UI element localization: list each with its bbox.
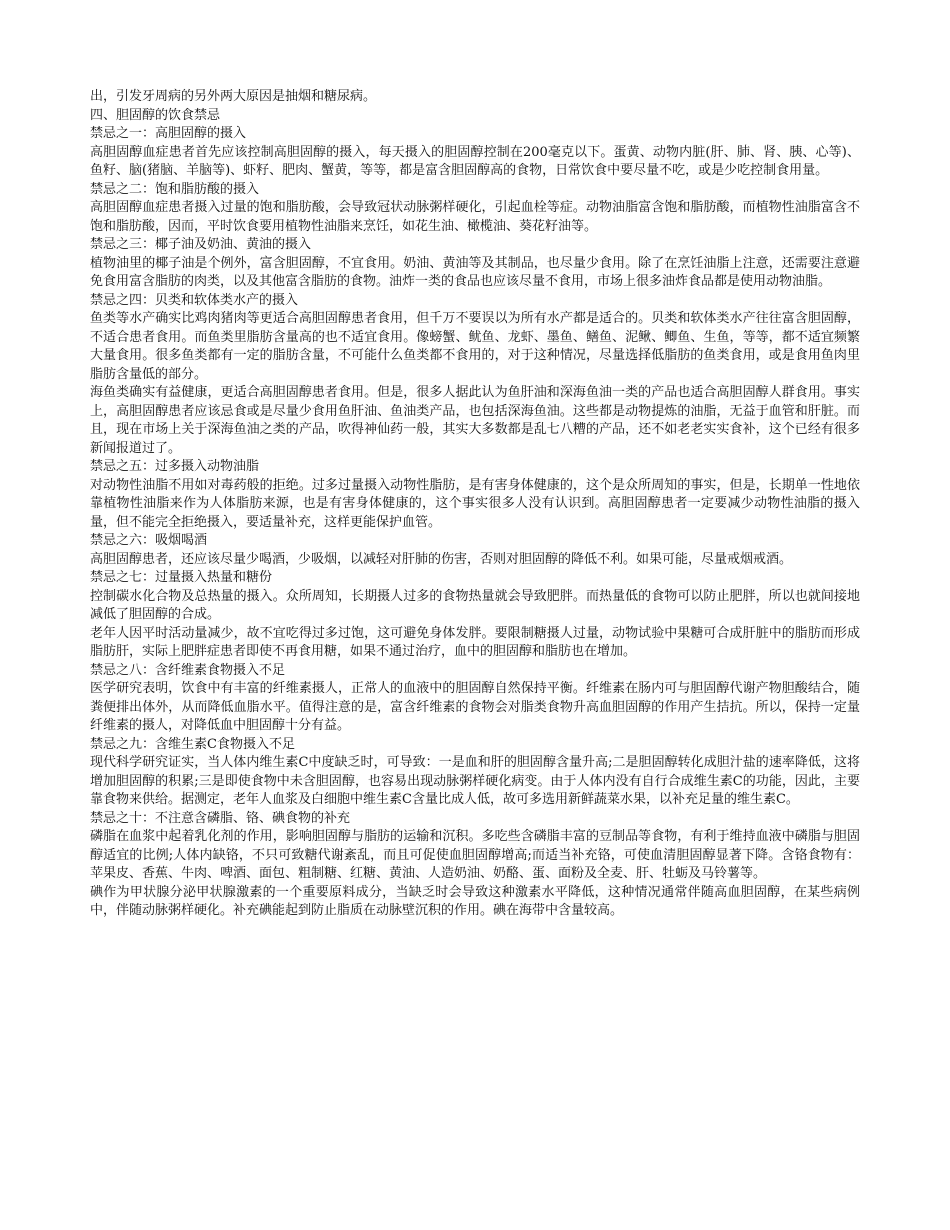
- taboo-body-6: 高胆固醇患者，还应该尽量少喝酒，少吸烟，以减轻对肝肺的伤害，否则对胆固醇的降低不利。如果可能，尽量戒烟戒酒。: [90, 551, 793, 567]
- taboo-body-1: 高胆固醇血症患者首先应该控制高胆固醇的摄入，每天摄入的胆固醇控制在200毫克以下。蛋黄、动物内脏(肝、肺、肾、胰、心等)、鱼籽、脑(猪脑、羊脑等)、虾籽、肥肉、蟹黄，等等，都是富含胆固醇高的食物，日常饮食中要尽量不吃，或是少吃控制食用量。: [90, 144, 860, 178]
- taboo-body-3: 植物油里的椰子油是个例外，富含胆固醇，不宜食用。奶油、黄油等及其制品，也尽量少食用。除了在烹饪油脂上注意，还需要注意避免食用富含脂肪的肉类，以及其他富含脂肪的食物。油炸一类的食品也应该尽量不食用，市场上很多油炸食品都是使用动物油脂。: [90, 255, 860, 289]
- taboo-heading-7: 禁忌之七：过量摄入热量和糖份: [90, 570, 273, 585]
- taboo-heading-9: 禁忌之九：含维生素C食物摄入不足: [90, 736, 295, 752]
- taboo-heading-3: 禁忌之三：椰子油及奶油、黄油的摄入: [90, 237, 312, 252]
- document-body: [90, 88, 860, 921]
- taboo-body-4b: 海鱼类确实有益健康，更适合高胆固醇患者食用。但是，很多人据此认为鱼肝油和深海鱼油一类的产品也适合高胆固醇人群食用。事实上，高胆固醇患者应该忌食或是尽量少食用鱼肝油、鱼油类产品，也包括深海鱼油。这些都是动物提炼的油脂，无益于血管和肝脏。而且，现在市场上关于深海鱼油之类的产品，吹得神仙药一般，其实大多数都是乱七八糟的产品，还不如老老实实食补，这个已经有很多新闻报道过了。: [90, 385, 860, 456]
- taboo-body-10b: 碘作为甲状腺分泌甲状腺激素的一个重要原料成分，当缺乏时会导致这种激素水平降低，这种情况通常伴随高血胆固醇，在某些病例中，伴随动脉粥样硬化。补充碘能起到防止脂质在动脉壁沉积的作用。碘在海带中含量较高。: [90, 884, 860, 918]
- taboo-body-10a: 磷脂在血浆中起着乳化剂的作用，影响胆固醇与脂肪的运输和沉积。多吃些含磷脂丰富的豆制品等食物，有利于维持血液中磷脂与胆固醇适宜的比例;人体内缺铬，不只可致糖代谢紊乱，而且可促使血胆固醇增高;而适当补充铬，可使血清胆固醇显著下降。含铬食物有：苹果皮、香蕉、牛肉、啤酒、面包、粗制糖、红糖、黄油、人造奶油、奶酪、蛋、面粉及全麦、肝、牡蛎及马铃薯等。: [90, 829, 860, 881]
- taboo-heading-10: 禁忌之十：不注意含磷脂、铬、碘食物的补充: [90, 810, 351, 826]
- paragraph-continuation: 出，引发牙周病的另外两大原因是抽烟和糖尿病。: [90, 89, 377, 104]
- taboo-body-4a: 鱼类等水产确实比鸡肉猪肉等更适合高胆固醇患者食用，但千万不要误以为所有水产都是适合的。贝类和软体类水产往往富含胆固醇，不适合患者食用。而鱼类里脂肪含量高的也不适宜食用。像螃蟹、鱿鱼、龙虾、墨鱼、鳝鱼、泥鳅、鲫鱼、生鱼，等等，都不适宜频繁大量食用。很多鱼类都有一定的脂肪含量，不可能什么鱼类都不食用的，对于这种情况，尽量选择低脂肪的鱼类食用，或是食用鱼肉里脂肪含量低的部分。: [90, 311, 860, 382]
- taboo-heading-6: 禁忌之六：吸烟喝酒: [90, 533, 208, 548]
- taboo-body-9: 现代科学研究证实，当人体内维生素C中度缺乏时，可导致：一是血和肝的胆固醇含量升高;二是胆固醇转化成胆汁盐的速率降低，这将增加胆固醇的积累;三是即使食物中未含胆固醇，也容易出现动脉粥样硬化病变。由于人体内没有自行合成维生素C的功能，因此，主要靠食物来供给。据测定，老年人血浆及白细胞中维生素C含量比成人低，故可多选用新鲜蔬菜水果，以补充足量的维生素C。: [90, 755, 860, 807]
- taboo-body-2: 高胆固醇血症患者摄入过量的饱和脂肪酸，会导致冠状动脉粥样硬化，引起血栓等症。动物油脂富含饱和脂肪酸，而植物性油脂富含不饱和脂肪酸，因而，平时饮食要用植物性油脂来烹饪，如花生油、橄榄油、葵花籽油等。: [90, 200, 860, 234]
- section-heading: 四、胆固醇的饮食禁忌: [90, 107, 221, 123]
- taboo-heading-5: 禁忌之五：过多摄入动物油脂: [90, 459, 260, 474]
- taboo-heading-8: 禁忌之八：含纤维素食物摄入不足: [90, 662, 286, 678]
- taboo-body-8: 医学研究表明，饮食中有丰富的纤维素摄人，正常人的血液中的胆固醇自然保持平衡。纤维素在肠内可与胆固醇代谢产物胆酸结合，随粪便排出体外，从而降低血脂水平。值得注意的是，富含纤维素的食物会对脂类食物升高血胆固醇的作用产生拮抗。所以，保持一定量纤维素的摄人，对降低血中胆固醇十分有益。: [90, 681, 860, 733]
- taboo-body-7b: 老年人因平时活动量减少，故不宜吃得过多过饱，这可避免身体发胖。要限制糖摄人过量，动物试验中果糖可合成肝脏中的脂肪而形成脂肪肝，实际上肥胖症患者即使不再食用糖，如果不通过治疗，血中的胆固醇和脂肪也在增加。: [90, 625, 860, 659]
- taboo-body-7a: 控制碳水化合物及总热量的摄入。众所周知，长期摄人过多的食物热量就会导致肥胖。而热量低的食物可以防止肥胖，所以也就间接地减低了胆固醇的合成。: [90, 588, 860, 622]
- taboo-heading-4: 禁忌之四：贝类和软体类水产的摄入: [90, 292, 299, 308]
- taboo-body-5: 对动物性油脂不用如对毒药般的拒绝。过多过量摄入动物性脂肪，是有害身体健康的，这个是众所周知的事实，但是，长期单一性地依靠植物性油脂来作为人体脂肪来源，也是有害身体健康的，这个事实很多人没有认识到。高胆固醇患者一定要减少动物性油脂的摄入量，但不能完全拒绝摄入，要适量补充，这样更能保护血管。: [90, 477, 860, 530]
- taboo-heading-1: 禁忌之一：高胆固醇的摄入: [90, 126, 247, 141]
- taboo-heading-2: 禁忌之二：饱和脂肪酸的摄入: [90, 181, 260, 197]
